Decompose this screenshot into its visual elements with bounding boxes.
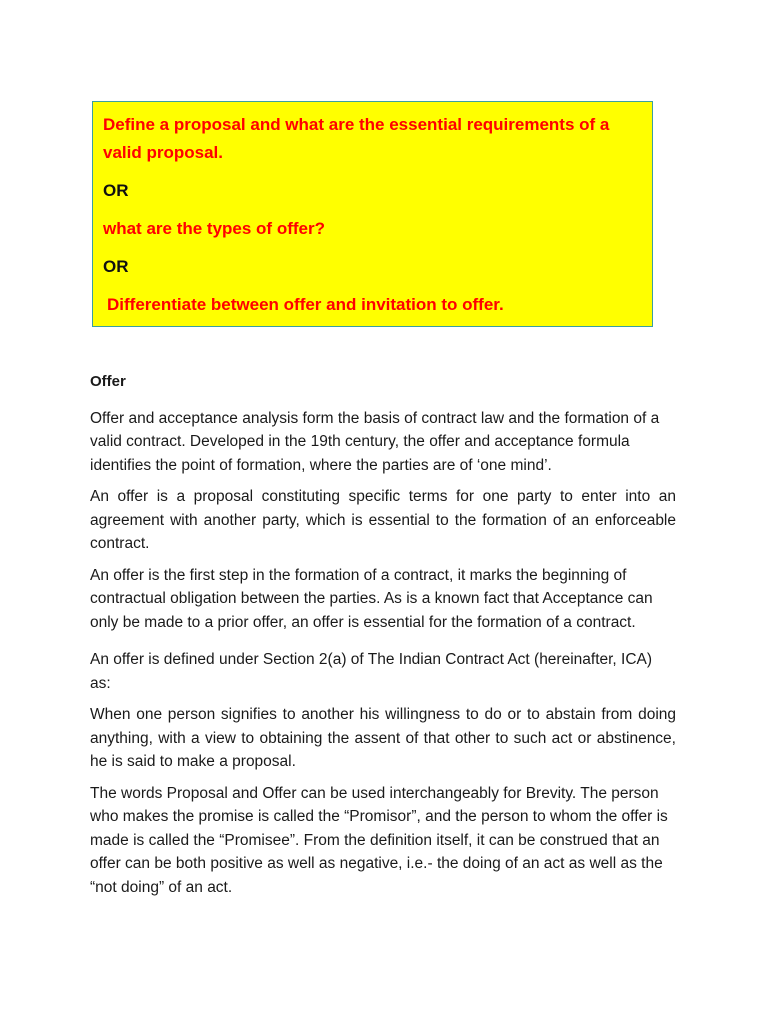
section-heading: Offer — [90, 373, 126, 390]
document-body — [90, 370, 676, 907]
or-separator: OR — [103, 181, 129, 200]
paragraph: When one person signifies to another his willingness to do or to abstain from doing anything, with a view to obtaining the assent of that other to such act or abstinence, he is said to make a proposal. — [90, 706, 676, 770]
question-proposal: Define a proposal and what are the essential requirements of a valid proposal. — [103, 115, 610, 162]
question-box — [92, 101, 653, 327]
or-separator: OR — [103, 257, 129, 276]
paragraph: An offer is the first step in the formation of a contract, it marks the beginning of contractual obligation between the parties. As is a known fact that Acceptance can only be made to a prior offer, an offer is essential for the formation of a contract. — [90, 566, 653, 631]
paragraph: An offer is defined under Section 2(a) of The Indian Contract Act (hereinafter, ICA) as: — [90, 651, 653, 692]
paragraph: Offer and acceptance analysis form the basis of contract law and the formation of a valid contract. Developed in the 19th century, the offer and acceptance formula identifies the point of formation, where the parties are of ‘one mind’. — [90, 409, 660, 474]
paragraph: An offer is a proposal constituting specific terms for one party to enter into an agreement with another party, which is essential to the formation of an enforceable contract. — [90, 488, 676, 552]
paragraph: The words Proposal and Offer can be used interchangeably for Brevity. The person who makes the promise is called the “Promisor”, and the person to whom the offer is made is called the “Promisee”. From the definition itself, it can be construed that an offer can be both positive as well as negative, i.e.- the doing of an act as well as the “not doing” of an act. — [90, 784, 668, 896]
question-differentiate: Differentiate between offer and invitation to offer. — [107, 295, 504, 314]
question-types-of-offer: what are the types of offer? — [103, 219, 325, 238]
